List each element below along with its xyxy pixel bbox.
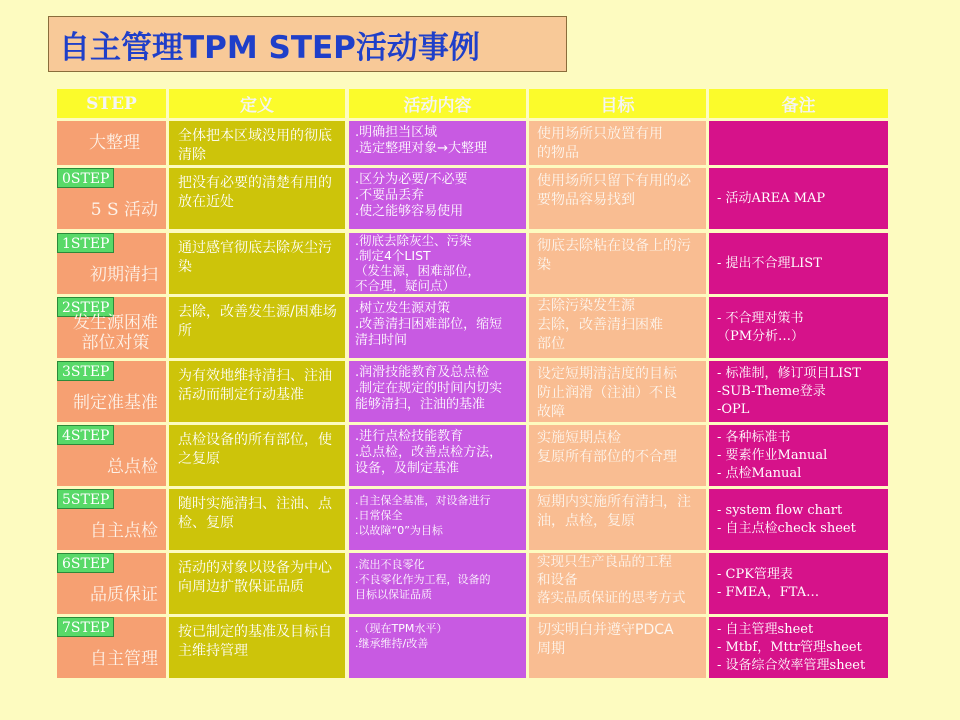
step-name-line: 制定准基准: [73, 393, 158, 413]
row-activity: .彻底去除灰尘、污染 .制定4个LIST （发生源，困难部位， 不合理，疑问点）: [349, 233, 526, 294]
row-definition: 去除，改善发生源/困难场所: [169, 297, 345, 358]
row-step-cell: [57, 425, 166, 486]
step-name-line: 5 S 活动: [90, 200, 158, 220]
row-definition: 通过感官彻底去除灰尘污染: [169, 233, 345, 294]
step-name: [90, 521, 158, 541]
step-name-line: 自主管理: [90, 649, 158, 669]
row-goal: 彻底去除粘在设备上的污染: [529, 233, 706, 294]
row-definition: 全体把本区域没用的彻底清除: [169, 121, 345, 165]
row-note: [709, 553, 888, 614]
page-title: 自主管理TPM STEP活动事例: [59, 29, 480, 66]
row-definition: 随时实施清扫、注油、点检、复原: [169, 489, 345, 550]
row-goal: 使用场所只留下有用的必要物品容易找到: [529, 168, 706, 229]
step-name-line: 大整理: [89, 133, 140, 153]
step-name: [89, 133, 140, 153]
row-activity: .（现在TPM水平） .继承维持/改善: [349, 617, 526, 678]
note-line: - 自主点检check sheet: [717, 520, 856, 536]
note-line: （PM分析…）: [717, 328, 805, 344]
step-badge: 0STEP: [57, 168, 114, 188]
note-line: - 要素作业Manual: [717, 447, 828, 463]
row-definition: 把没有必要的清楚有用的放在近处: [169, 168, 345, 229]
note-line: - CPK管理表: [717, 566, 793, 582]
row-note: [709, 617, 888, 678]
step-name-line: 总点检: [107, 457, 158, 477]
step-name: [90, 265, 158, 285]
row-goal: 实现只生产良品的工程 和设备 落实品质保证的思考方式: [529, 553, 706, 614]
row-definition: 点检设备的所有部位，使之复原: [169, 425, 345, 486]
row-activity: .自主保全基准，对设备进行 .日常保全 .以故障“0”为目标: [349, 489, 526, 550]
step-name-line: 自主点检: [90, 521, 158, 541]
row-activity: .进行点检技能教育 .总点检，改善点检方法， 设备，及制定基准: [349, 425, 526, 486]
step-name: [90, 585, 158, 605]
title-box: [48, 16, 567, 72]
row-step-cell: [57, 617, 166, 678]
step-name: [91, 200, 158, 220]
note-line: - 点检Manual: [717, 465, 802, 481]
row-note: [709, 361, 888, 422]
note-line: - 各种标准书: [717, 429, 791, 445]
note-line: - 设备综合效率管理sheet: [717, 657, 866, 673]
step-name-line: 品质保证: [90, 585, 158, 605]
row-definition: 活动的对象以设备为中心向周边扩散保证品质: [169, 553, 345, 614]
step-badge: 6STEP: [57, 553, 114, 573]
row-activity: .流出不良零化 .不良零化作为工程，设备的 目标以保证品质: [349, 553, 526, 614]
row-goal: 切实明白并遵守PDCA 周期: [529, 617, 706, 678]
row-note: [709, 121, 888, 165]
step-name-line: 初期清扫: [90, 265, 158, 285]
step-name: [73, 313, 158, 353]
row-goal: 设定短期清洁度的目标 防止润滑（注油）不良 故障: [529, 361, 706, 422]
note-line: - 活动AREA MAP: [717, 190, 826, 206]
row-activity: .明确担当区域 .选定整理对象→大整理: [349, 121, 526, 165]
note-line: -OPL: [717, 401, 750, 417]
step-badge: 5STEP: [57, 489, 114, 509]
row-activity: .树立发生源对策 .改善清扫困难部位，缩短 清扫时间: [349, 297, 526, 358]
step-badge: 7STEP: [57, 617, 114, 637]
row-definition: 按已制定的基准及目标自主维持管理: [169, 617, 345, 678]
row-step-cell: [57, 168, 166, 229]
note-line: - Mtbf，Mttr管理sheet: [717, 639, 862, 655]
step-name: [73, 393, 158, 413]
row-note: [709, 489, 888, 550]
row-step-cell: [57, 233, 166, 294]
row-goal: 实施短期点检 复原所有部位的不合理: [529, 425, 706, 486]
row-goal: 短期内实施所有清扫，注油，点检，复原: [529, 489, 706, 550]
row-note: [709, 168, 888, 229]
note-line: - system flow chart: [717, 502, 843, 518]
step-name: [107, 457, 158, 477]
note-line: -SUB-Theme登录: [717, 383, 826, 399]
row-definition: 为有效地维持清扫、注油活动而制定行动基准: [169, 361, 345, 422]
row-step-cell: [57, 489, 166, 550]
header-goal: 目标: [529, 89, 706, 118]
note-line: - 不合理对策书: [717, 310, 804, 326]
step-name: [90, 649, 158, 669]
note-line: - 自主管理sheet: [717, 621, 814, 637]
row-step-cell: [57, 297, 166, 358]
step-badge: 1STEP: [57, 233, 114, 253]
header-definition: 定义: [169, 89, 345, 118]
note-line: - 提出不合理LIST: [717, 255, 822, 271]
row-note: [709, 233, 888, 294]
row-activity: .区分为必要/不必要 .不要品丢弃 .使之能够容易使用: [349, 168, 526, 229]
row-note: [709, 297, 888, 358]
row-step-cell: [57, 121, 166, 165]
note-line: - FMEA，FTA…: [717, 584, 820, 600]
row-goal: 去除污染发生源 去除，改善清扫困难 部位: [529, 297, 706, 358]
header-activity: 活动内容: [349, 89, 526, 118]
header-step: STEP: [57, 89, 166, 118]
row-step-cell: [57, 553, 166, 614]
step-badge: 4STEP: [57, 425, 114, 445]
header-note: 备注: [709, 89, 888, 118]
step-name-line: 发生源困难: [73, 313, 158, 333]
step-name-line: 部位对策: [81, 333, 150, 353]
row-note: [709, 425, 888, 486]
step-badge: 2STEP: [57, 297, 114, 317]
row-goal: 使用场所只放置有用 的物品: [529, 121, 706, 165]
step-badge: 3STEP: [57, 361, 114, 381]
row-step-cell: [57, 361, 166, 422]
note-line: - 标准制，修订项目LIST: [717, 365, 861, 381]
row-activity: .润滑技能教育及总点检 .制定在规定的时间内切实 能够清扫，注油的基准: [349, 361, 526, 422]
